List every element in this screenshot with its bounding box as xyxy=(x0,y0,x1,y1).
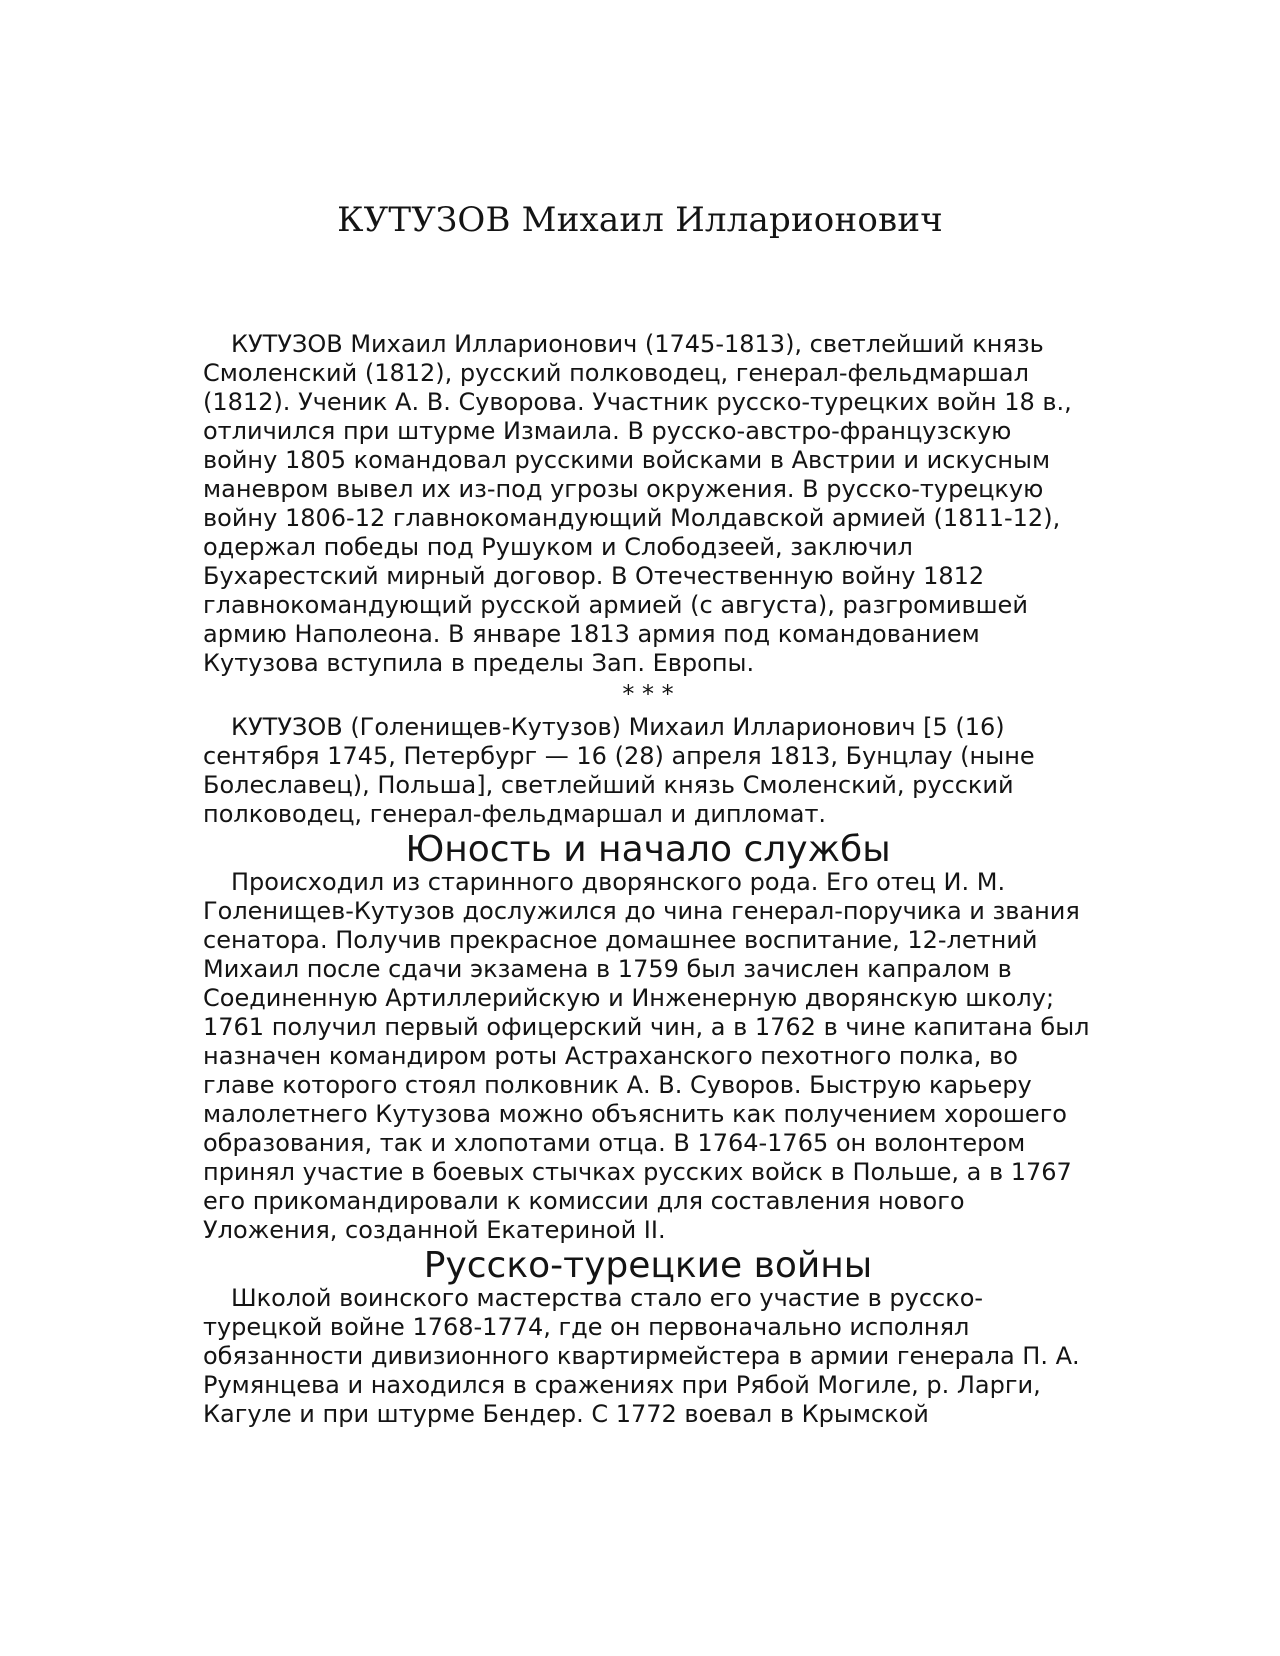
paragraph-youth: Происходил из старинного дворянского рода. Его отец И. М. Голенищев-Кутузов дослужился до чина генерал-поручика и звания сенатора. Получив прекрасное домашнее воспитание, 12-летний Михаил после сдачи экзамена в 1759 был зачислен капралом в Соединенную Артиллерийскую и Инженерную дворянскую школу; 1761 получил первый офицерский чин, а в 1762 в чине капитана был назначен командиром роты Астраханского пехотного полка, во главе которого стоял полковник А. В. Суворов. Быструю карьеру малолетнего Кутузова можно объяснить как получением хорошего образования, так и хлопотами отца. В 1764-1765 он волонтером принял участие в боевых стычках русских войск в Польше, а в 1767 его прикомандировали к комиссии для составления нового Уложения, созданной Екатериной II. xyxy=(203,868,1090,1244)
heading-wars: Русско-турецкие войны xyxy=(423,1245,873,1286)
heading-youth: Юность и начало службы xyxy=(405,829,891,870)
page-title: КУТУЗОВ Михаил Илларионович xyxy=(337,200,943,240)
paragraph-second: КУТУЗОВ (Голенищев-Кутузов) Михаил Илларионович [5 (16) сентября 1745, Петербург — 16 (28) апреля 1813, Бунцлау (ныне Болеславец), Польша], светлейший князь Смоленский, русский полководец, генерал-фельдмаршал и дипломат. xyxy=(203,713,1035,828)
section-separator: * * * xyxy=(622,680,674,708)
paragraph-wars: Школой воинского мастерства стало его участие в русско-турецкой войне 1768-1774, где он первоначально исполнял обязанности дивизионного квартирмейстера в армии генерала П. А. Румянцева и находился в сражениях при Рябой Могиле, р. Ларги, Кагуле и при штурме Бендер. С 1772 воевал в Крымской xyxy=(203,1284,1080,1428)
paragraph-intro: КУТУЗОВ Михаил Илларионович (1745-1813), светлейший князь Смоленский (1812), русский полководец, генерал-фельдмаршал (1812). Ученик А. В. Суворова. Участник русско-турецких войн 18 в., отличился при штурме Измаила. В русско-австро-французскую войну 1805 командовал русскими войсками в Австрии и искусным маневром вывел их из-под угрозы окружения. В русско-турецкую войну 1806-12 главнокомандующий Молдавской армией (1811-12), одержал победы под Рушуком и Слободзеей, заключил Бухарестский мирный договор. В Отечественную войну 1812 главнокомандующий русской армией (с августа), разгромившей армию Наполеона. В январе 1813 армия под командованием Кутузова вступила в пределы Зап. Европы. xyxy=(203,330,1072,677)
document-body xyxy=(203,330,1093,1429)
